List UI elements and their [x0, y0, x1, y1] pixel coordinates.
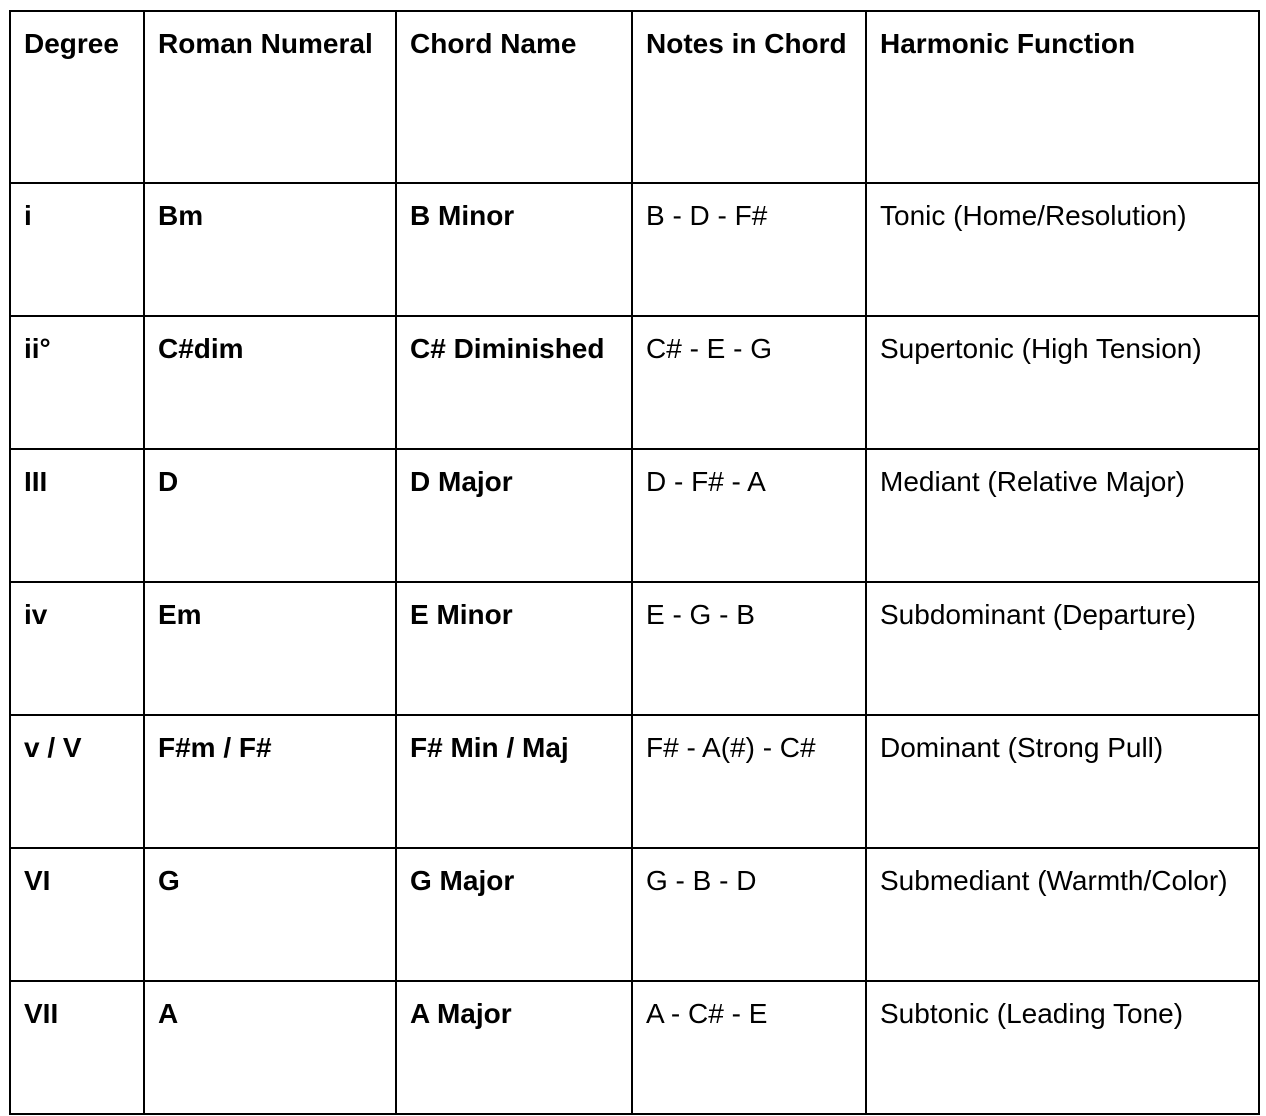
cell-notes: C# - E - G [632, 316, 866, 449]
cell-function: Dominant (Strong Pull) [866, 715, 1259, 848]
header-harmonic-function: Harmonic Function [866, 11, 1259, 183]
cell-roman-numeral: G [144, 848, 396, 981]
cell-chord-name: F# Min / Maj [396, 715, 632, 848]
cell-function: Subdominant (Departure) [866, 582, 1259, 715]
cell-roman-numeral: Em [144, 582, 396, 715]
cell-roman-numeral: C#dim [144, 316, 396, 449]
table-row [10, 848, 1259, 981]
cell-degree: ii° [10, 316, 144, 449]
cell-notes: D - F# - A [632, 449, 866, 582]
table-row [10, 449, 1259, 582]
cell-degree: i [10, 183, 144, 316]
cell-degree: iv [10, 582, 144, 715]
cell-function: Submediant (Warmth/Color) [866, 848, 1259, 981]
cell-roman-numeral: F#m / F# [144, 715, 396, 848]
cell-function: Mediant (Relative Major) [866, 449, 1259, 582]
chord-table [9, 10, 1260, 1115]
cell-notes: A - C# - E [632, 981, 866, 1114]
table-row [10, 715, 1259, 848]
cell-chord-name: E Minor [396, 582, 632, 715]
cell-chord-name: A Major [396, 981, 632, 1114]
cell-chord-name: G Major [396, 848, 632, 981]
cell-function: Tonic (Home/Resolution) [866, 183, 1259, 316]
cell-roman-numeral: A [144, 981, 396, 1114]
table-body [10, 183, 1259, 1114]
cell-notes: G - B - D [632, 848, 866, 981]
cell-function: Subtonic (Leading Tone) [866, 981, 1259, 1114]
table-row [10, 582, 1259, 715]
cell-degree: VI [10, 848, 144, 981]
header-degree: Degree [10, 11, 144, 183]
cell-roman-numeral: Bm [144, 183, 396, 316]
header-chord-name: Chord Name [396, 11, 632, 183]
cell-chord-name: C# Diminished [396, 316, 632, 449]
table-row [10, 981, 1259, 1114]
table-row [10, 316, 1259, 449]
cell-function: Supertonic (High Tension) [866, 316, 1259, 449]
cell-degree: VII [10, 981, 144, 1114]
header-roman-numeral: Roman Numeral [144, 11, 396, 183]
table-header [10, 11, 1259, 183]
cell-notes: F# - A(#) - C# [632, 715, 866, 848]
table-row [10, 183, 1259, 316]
cell-notes: E - G - B [632, 582, 866, 715]
cell-degree: III [10, 449, 144, 582]
cell-roman-numeral: D [144, 449, 396, 582]
cell-chord-name: D Major [396, 449, 632, 582]
cell-chord-name: B Minor [396, 183, 632, 316]
header-row [10, 11, 1259, 183]
header-notes-in-chord: Notes in Chord [632, 11, 866, 183]
cell-degree: v / V [10, 715, 144, 848]
cell-notes: B - D - F# [632, 183, 866, 316]
